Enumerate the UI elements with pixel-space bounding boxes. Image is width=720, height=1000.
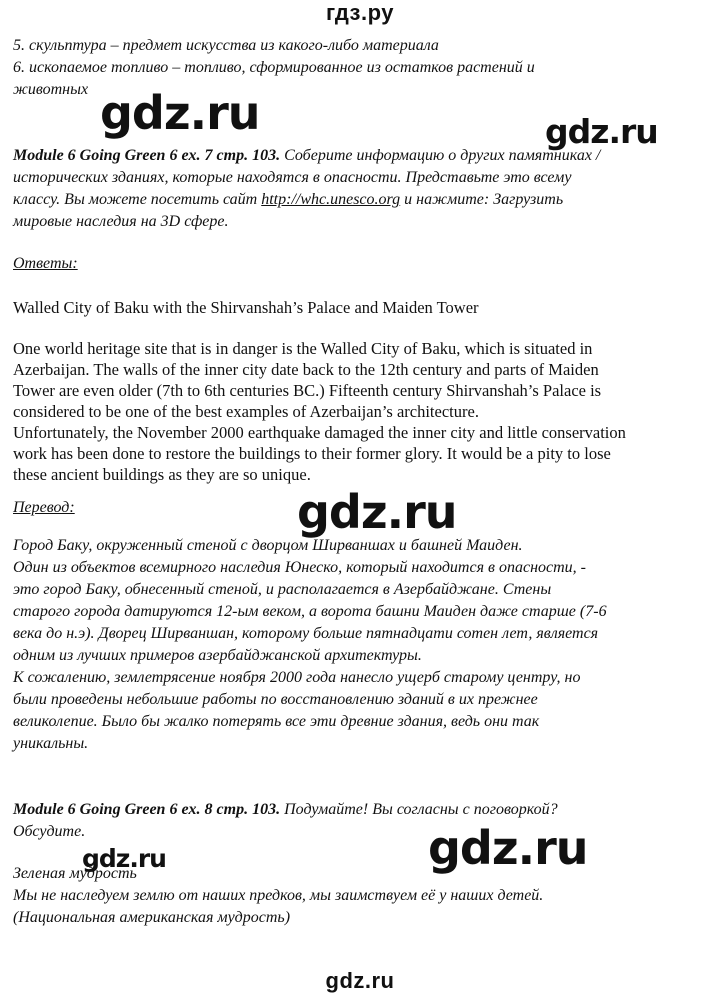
answers-label: Ответы: xyxy=(13,255,78,272)
answer-title: Walled City of Baku with the Shirvanshah’s Palace and Maiden Tower xyxy=(13,298,479,317)
watermark: gdz.ru xyxy=(428,821,588,875)
answer-paragraph-1 xyxy=(13,338,708,422)
site-header: гдз.ру xyxy=(326,0,394,25)
ex7-heading: Module 6 Going Green 6 ex. 7 стр. 103. xyxy=(13,147,281,164)
answer-paragraph-2 xyxy=(13,422,708,485)
translation-line: века до н.э). Дворец Ширваншан, которому больше пятнадцати сотен лет, является xyxy=(13,625,599,642)
translation-line: это город Баку, обнесенный стеной, и располагается в Азербайджане. Стены xyxy=(13,581,552,598)
vocab-item-6-line-2: животных xyxy=(13,81,89,98)
ex8-heading: Module 6 Going Green 6 ex. 8 стр. 103. xyxy=(13,801,281,818)
answer-p1-line: considered to be one of the best examples of Azerbaijan’s architecture. xyxy=(13,402,479,421)
answer-p2-line: Unfortunately, the November 2000 earthquake damaged the inner city and little conservation xyxy=(13,423,626,442)
translation-line: одним из лучших примеров азербайджанской архитектуры. xyxy=(13,647,422,664)
ex8-answer-line: (Национальная американская мудрость) xyxy=(13,909,291,926)
translation-line: Город Баку, окруженный стеной с дворцом Ширваншах и башней Маиден. xyxy=(13,537,523,554)
ex8-task-line-1: Подумайте! Вы согласны с поговоркой? xyxy=(280,801,558,818)
watermark: gdz.ru xyxy=(297,485,457,539)
ex8-answer-line: Мы не наследуем землю от наших предков, мы заимствуем её у наших детей. xyxy=(13,887,544,904)
translation-line: уникальны. xyxy=(13,735,89,752)
answer-p1-line: Tower are even older (7th to 6th centuries BC.) Fifteenth century Shirvanshah’s Palace is xyxy=(13,381,602,400)
ex8-answer-line: Зеленая мудрость xyxy=(13,865,137,882)
ex7-task-line-2: исторических зданиях, которые находятся в опасности. Представьте это всему xyxy=(13,169,572,186)
answer-p2-line: work has been done to restore the buildings to their former glory. It would be a pity to lose xyxy=(13,444,611,463)
answer-p1-line: One world heritage site that is in danger is the Walled City of Baku, which is situated in xyxy=(13,339,593,358)
vocab-item-5: 5. скульптура – предмет искусства из какого-либо материала xyxy=(13,37,439,54)
translation-line: К сожалению, землетрясение ноября 2000 года нанесло ущерб старому центру, но xyxy=(13,669,581,686)
translation-line: были проведены небольшие работы по восстановлению зданий в их прежнее xyxy=(13,691,538,708)
translation-label: Перевод: xyxy=(13,499,75,516)
watermark: gdz.ru xyxy=(100,86,260,140)
vocab-item-6-line-1: 6. ископаемое топливо – топливо, сформированное из остатков растений и xyxy=(13,59,535,76)
ex7-task-line-3b: и нажмите: Загрузить xyxy=(400,191,564,208)
translation-block xyxy=(13,535,708,755)
site-footer: gdz.ru xyxy=(325,968,395,993)
ex7-task-line-4: мировые наследия на 3D сфере. xyxy=(13,213,229,230)
unesco-link[interactable]: http://whc.unesco.org xyxy=(261,191,401,208)
answer-p1-line: Azerbaijan. The walls of the inner city date back to the 12th century and parts of Maiden xyxy=(13,360,599,379)
translation-line: старого города датируются 12-ым веком, а ворота башни Маиден даже старше (7-6 xyxy=(13,603,607,620)
ex7-task-line-3a: классу. Вы можете посетить сайт xyxy=(13,191,262,208)
document-content xyxy=(13,35,708,929)
translation-line: Один из объектов всемирного наследия Юнеско, который находится в опасности, - xyxy=(13,559,586,576)
ex7-task-line-1: Соберите информацию о других памятниках / xyxy=(280,147,601,164)
ex8-task xyxy=(13,799,708,821)
ex8-task-line-2: Обсудите. xyxy=(13,823,86,840)
watermark: gdz.ru xyxy=(545,112,658,151)
answer-p2-line: these ancient buildings as they are so unique. xyxy=(13,465,311,484)
watermark: gdz.ru xyxy=(82,844,166,873)
translation-line: великолепие. Было бы жалко потерять все эти древние здания, ведь они так xyxy=(13,713,540,730)
ex7-task-line-3 xyxy=(13,189,708,211)
